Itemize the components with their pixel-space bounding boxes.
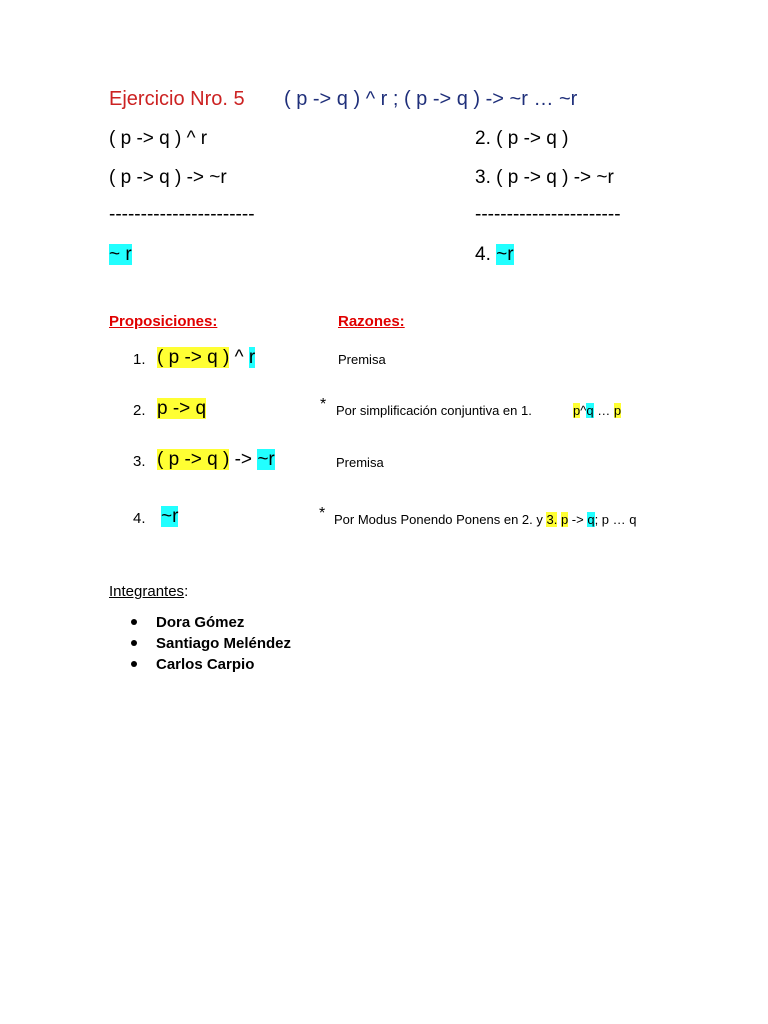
heading-propositions: Proposiciones: — [109, 313, 218, 330]
conclusion-right-num: 4. — [475, 244, 491, 265]
step-4-extra-a: 3. — [546, 512, 558, 527]
member-name: Dora Gómez — [156, 614, 245, 631]
bullet-icon — [131, 619, 137, 625]
member-item — [131, 635, 291, 652]
step-2-extra-a: p — [573, 403, 581, 418]
derived-line-2: 2. ( p -> q ) — [475, 128, 569, 149]
divider-right: ----------------------- — [475, 204, 621, 225]
step-2-star: * — [320, 396, 327, 413]
step-3-prop-c: ~r — [257, 449, 275, 470]
step-1-number: 1. — [133, 351, 146, 368]
bullet-icon — [131, 640, 137, 646]
conclusion-left-text: ~ r — [109, 244, 132, 265]
step-2-extra-e: p — [613, 403, 622, 418]
divider-left: ----------------------- — [109, 204, 255, 225]
step-3-proposition — [157, 449, 275, 471]
member-item — [131, 614, 244, 631]
step-1-prop-c: r — [248, 347, 256, 368]
step-3-number: 3. — [133, 453, 146, 470]
exercise-problem: ( p -> q ) ^ r ; ( p -> q ) -> ~r … ~r — [284, 88, 578, 110]
step-2-extra-b: ^ — [580, 403, 587, 418]
step-2-proposition — [157, 398, 206, 420]
step-1-proposition — [157, 347, 255, 369]
step-4-reason-text: Por Modus Ponendo Ponens en 2. y — [334, 512, 547, 527]
step-3-prop-a: ( p -> q ) — [157, 449, 230, 470]
exercise-title: Ejercicio Nro. 5 — [109, 88, 245, 110]
step-4-extra-e: q — [587, 512, 595, 527]
step-2-prop-a: p -> q — [157, 398, 207, 419]
step-4-number: 4. — [133, 510, 146, 527]
members-colon: : — [184, 583, 189, 600]
step-2-reason: Por simplificación conjuntiva en 1. — [336, 403, 532, 418]
step-4-extra-f: ; p … q — [594, 512, 637, 527]
step-4-extra-d: -> — [568, 512, 588, 527]
heading-reasons: Razones: — [338, 313, 405, 330]
member-item — [131, 656, 254, 673]
step-2-extra-c: q — [586, 403, 594, 418]
step-3-prop-b: -> — [229, 449, 258, 470]
conclusion-right-text: ~r — [496, 244, 514, 265]
premise-line-1: ( p -> q ) ^ r — [109, 128, 208, 149]
step-4-prop-a: ~r — [161, 506, 179, 527]
step-1-reason: Premisa — [338, 352, 386, 367]
step-4-star: * — [319, 505, 326, 522]
bullet-icon — [131, 661, 137, 667]
derived-line-3: 3. ( p -> q ) -> ~r — [475, 167, 614, 188]
step-1-prop-a: ( p -> q ) — [157, 347, 230, 368]
premise-line-2: ( p -> q ) -> ~r — [109, 167, 227, 188]
step-4-proposition — [161, 506, 178, 528]
step-2-number: 2. — [133, 402, 146, 419]
step-4-reason — [334, 512, 637, 527]
step-2-extra — [573, 403, 621, 418]
member-name: Santiago Meléndez — [156, 635, 292, 652]
member-name: Carlos Carpio — [156, 656, 255, 673]
step-1-prop-b: ^ — [229, 347, 249, 368]
step-2-extra-d: … — [593, 403, 614, 418]
step-3-reason: Premisa — [336, 455, 384, 470]
conclusion-right — [475, 244, 514, 266]
conclusion-left — [109, 244, 132, 266]
members-label: Integrantes — [109, 583, 185, 600]
members-heading — [109, 583, 188, 600]
step-4-extra-c: p — [560, 512, 569, 527]
